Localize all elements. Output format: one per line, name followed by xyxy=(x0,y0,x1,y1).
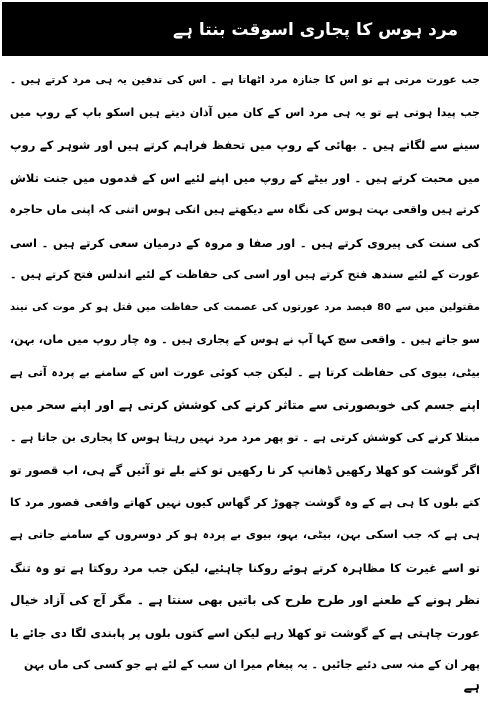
article-line: مقتولین میں سے 80 فیصد مرد عورتوں کی عصمت کی حفاظت میں قتل ہو کر موت کی نیند xyxy=(10,301,480,313)
article-line: عورت چاہتی ہے کے گوشت تو کھلا رہے لیکن اسے کتوں بلوں پر پابندی لگا دی جائے یا xyxy=(10,625,480,640)
article-line: سو جاتے ہیں ۔ واقعی سچ کہا آپ نے ہوس کے پجاری ہیں ۔ وہ چار روپ میں ماں، بہن، xyxy=(10,333,480,346)
article-line-final: ہے xyxy=(463,678,480,694)
article-line: ہی ہے کہ جب اسکی بہن، بیٹی، بہو، بیوی بے پردہ ہو کر دوسروں کے سامنے جاتی ہے xyxy=(10,528,480,541)
article-line: کتے بلوں کا ہی ہے کے وہ گوشت چھوڑ کر گھاس کیوں نہیں کھاتے واقعی قصور مرد کا xyxy=(10,495,480,509)
article-line: کی سنت کی پیروی کرتے ہیں ۔ اور صفا و مروہ کے درمیان سعی کرتے ہیں ۔ اسی xyxy=(10,235,480,250)
article-line: اپنے جسم کی خوبصورتی سے متاثر کرنے کی کوشش کرتی ہے اور اپنے سحر میں xyxy=(10,398,480,412)
article-title: مرد ہوس کا پجاری اسوقت بنتا ہے xyxy=(173,19,458,40)
article-line: سینے سے لگاتے ہیں ۔ بھائی کے روپ میں تحفظ فراہم کرتے ہیں اور شوہر کے روپ xyxy=(10,138,480,152)
article-line: اگر گوشت کو کھلا رکھیں ڈھانپ کر نا رکھیں تو کتے بلے تو آئیں گے ہی، اب قصور تو xyxy=(10,463,480,477)
article-line: میں محبت کرتے ہیں ۔ اور بیٹے کے روپ میں اپنے لئیے اس کے قدموں میں جنت تلاش xyxy=(10,170,480,185)
article-line: بیٹی، بیوی کی حفاظت کرتا ہے ۔ لیکن جب کوئی عورت اس کے سامنے بے پردہ آتی ہے xyxy=(10,365,480,379)
article-line: جب پیدا ہوتی ہے تو یہ ہی مرد اس کے کان میں آذان دیتے ہیں اسکو باپ کے روپ میں xyxy=(10,105,480,119)
title-banner xyxy=(2,2,488,56)
article-line: عورت کے لئیے سندھ فتح کرتے ہیں اور اسی کی حفاظت کے لئیے اندلس فتح کرتے ہیں ۔ xyxy=(10,268,480,281)
article-line: پھر ان کے منہ سی دئیے جائیں ۔ یہ پیغام میرا ان سب کے لئے ہے جو کسی کی ماں بہن xyxy=(23,658,480,671)
article-line: کرتے ہیں واقعی بہت ہوس کی نگاہ سے دیکھتے ہیں انکی ہوس اتنی کہ اپنی ماں حاجرہ xyxy=(10,203,480,216)
article-line: مبتلا کرنے کی کوشش کرتی ہے ۔ تو پھر مرد مرد نہیں رہتا ہوس کا پجاری بن جاتا ہے ۔ xyxy=(10,430,480,444)
article-line: نظر ہونے کے طعنے اور طرح طرح کی باتیں بھی سنتا ہے ۔ مگر آج کی آزاد خیال xyxy=(10,593,480,607)
article-line: تو اسے غیرت کا مظاہرہ کرتے ہوئے روکنا چاہئیے، لیکن جب مرد روکتا ہے تو وہ تنگ xyxy=(10,560,480,575)
article-line: جب عورت مرتی ہے تو اس کا جنازہ مرد اٹھاتا ہے ۔ اس کی تدفین یہ ہی مرد کرتے ہیں ۔ xyxy=(10,74,480,86)
article-body xyxy=(10,64,480,682)
